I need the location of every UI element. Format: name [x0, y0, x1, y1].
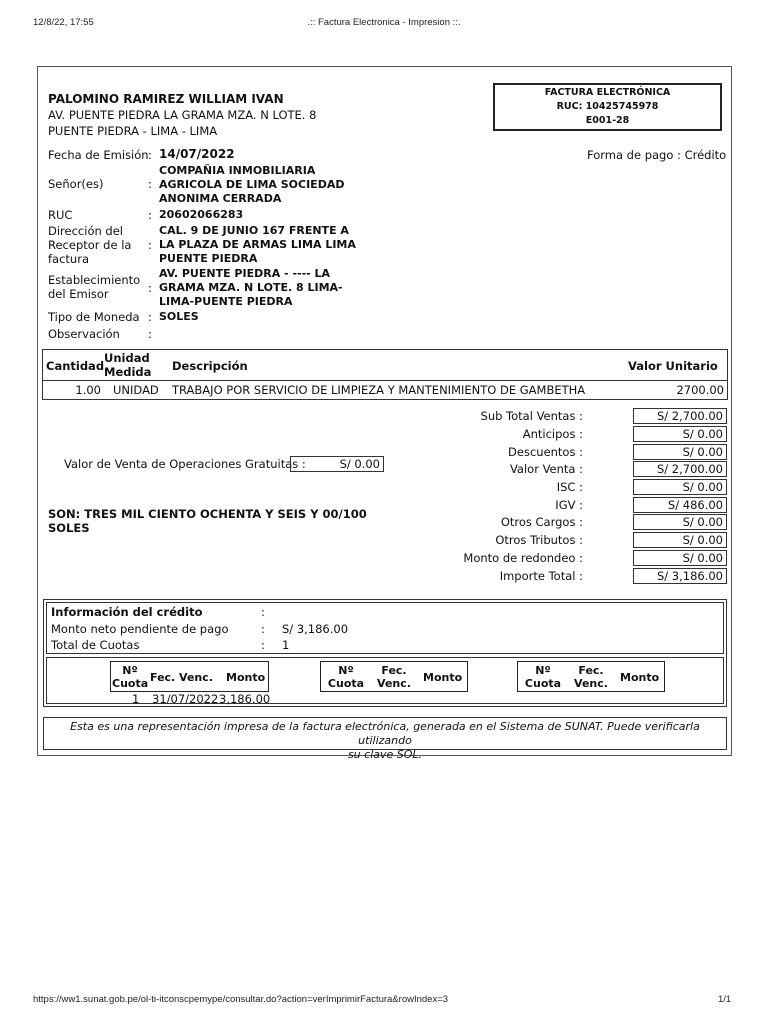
- total-label: Otros Tributos :: [495, 533, 583, 547]
- senor-value: [159, 164, 344, 206]
- amount-words-line: SOLES: [48, 521, 90, 535]
- header-cantidad: Cantidad: [46, 359, 105, 373]
- document-id-box: [493, 83, 722, 131]
- gratuitas-label: Valor de Venta de Operaciones Gratuitas :: [64, 457, 306, 471]
- header-venc-line: Venc.: [574, 677, 608, 690]
- header-no-line: Nº: [535, 664, 551, 677]
- total-label: Descuentos :: [508, 445, 583, 459]
- colon: :: [148, 208, 152, 222]
- total-label: Monto de redondeo :: [463, 551, 583, 565]
- total-label: IGV :: [555, 498, 583, 512]
- senor-label: Señor(es): [48, 177, 104, 191]
- senor-line: AGRICOLA DE LIMA SOCIEDAD: [159, 178, 345, 191]
- senor-line: ANONIMA CERRADA: [159, 192, 282, 205]
- header-fec-venc: [568, 664, 614, 690]
- direccion-line: LA PLAZA DE ARMAS LIMA LIMA: [159, 238, 356, 251]
- header-unidad-medida: [104, 351, 151, 379]
- credit-title: Información del crédito: [51, 605, 203, 619]
- header-no-cuota: [112, 664, 148, 690]
- header-medida-line: Medida: [104, 365, 152, 379]
- total-value: S/ 0.00: [633, 444, 727, 460]
- document-number: E001-28: [585, 115, 630, 126]
- header-no-cuota: [322, 664, 370, 690]
- header-no-line: Nº: [122, 664, 138, 677]
- establecimiento-line: GRAMA MZA. N LOTE. 8 LIMA-: [159, 281, 343, 294]
- footer-note-line: su clave SOL.: [347, 748, 423, 761]
- row-descripcion: TRABAJO POR SERVICIO DE LIMPIEZA Y MANTENIMIENTO DE GAMBETHA: [172, 383, 586, 397]
- total-label: Sub Total Ventas :: [480, 409, 583, 423]
- colon: :: [261, 622, 265, 636]
- installment-fecha: 31/07/2022: [152, 692, 219, 706]
- establecimiento-label-line: del Emisor: [48, 287, 109, 301]
- colon: :: [148, 238, 152, 252]
- installment-no: 1: [132, 692, 140, 706]
- establecimiento-label-line: Establecimiento: [48, 273, 141, 287]
- header-fec-venc: [371, 664, 417, 690]
- print-page-number: 1/1: [718, 994, 732, 1005]
- total-value: S/ 2,700.00: [633, 408, 727, 424]
- total-value: S/ 486.00: [633, 497, 727, 513]
- header-unidad-line: Unidad: [104, 351, 150, 365]
- header-fec-line: Fec.: [381, 664, 407, 677]
- total-label: Otros Cargos :: [500, 515, 583, 529]
- document-ruc: RUC: 10425745978: [556, 101, 659, 112]
- issuer-address-line1: AV. PUENTE PIEDRA LA GRAMA MZA. N LOTE. 8: [48, 108, 317, 122]
- colon: :: [261, 605, 265, 619]
- header-venc-line: Venc.: [377, 677, 411, 690]
- credit-monto-label: Monto neto pendiente de pago: [51, 622, 229, 636]
- header-fec-line: Fec.: [578, 664, 604, 677]
- direccion-label-line: Receptor de la: [48, 238, 132, 252]
- direccion-value: [159, 224, 356, 266]
- credit-summary-box: [46, 602, 724, 654]
- establecimiento-value: [159, 267, 343, 309]
- colon: :: [148, 148, 152, 162]
- direccion-line: PUENTE PIEDRA: [159, 252, 258, 265]
- total-value: S/ 0.00: [633, 479, 727, 495]
- document-type: FACTURA ELECTRÓNICA: [544, 87, 671, 98]
- items-table: [42, 349, 728, 400]
- colon: :: [148, 281, 152, 295]
- establecimiento-line: LIMA-PUENTE PIEDRA: [159, 295, 293, 308]
- row-valor-unitario: 2700.00: [676, 383, 724, 397]
- amount-in-words: [48, 507, 367, 535]
- credit-monto-value: S/ 3,186.00: [282, 622, 349, 636]
- print-datetime: 12/8/22, 17:55: [33, 17, 94, 28]
- total-label: Importe Total :: [499, 569, 583, 583]
- total-value: S/ 0.00: [633, 426, 727, 442]
- header-monto: Monto: [423, 671, 463, 684]
- senor-line: COMPAÑIA INMOBILIARIA: [159, 164, 316, 177]
- total-label: Anticipos :: [522, 427, 583, 441]
- colon: :: [261, 638, 265, 652]
- direccion-label-line: factura: [48, 252, 89, 266]
- header-descripcion: Descripción: [172, 359, 248, 373]
- footer-note-line: Esta es una representación impresa de la factura electrónica, generada en el Sistema de SUNAT. Puede verificarla utilizando: [70, 720, 700, 747]
- invoice-frame: [37, 66, 732, 761]
- issuer-name: PALOMINO RAMIREZ WILLIAM IVAN: [48, 92, 284, 106]
- ruc-value: 20602066283: [159, 208, 244, 221]
- amount-words-line: SON: TRES MIL CIENTO OCHENTA Y SEIS Y 00/100: [48, 507, 367, 521]
- direccion-line: CAL. 9 DE JUNIO 167 FRENTE A: [159, 224, 349, 237]
- total-value: S/ 0.00: [633, 550, 727, 566]
- forma-pago-value: Crédito: [684, 148, 727, 162]
- observacion-label: Observación: [48, 327, 120, 341]
- credit-cuotas-label: Total de Cuotas: [51, 638, 140, 652]
- forma-pago-label: Forma de pago :: [587, 148, 681, 162]
- forma-pago: [587, 148, 726, 162]
- header-valor-unitario: Valor Unitario: [628, 359, 718, 373]
- issuer-address-line2: PUENTE PIEDRA - LIMA - LIMA: [48, 124, 218, 138]
- sunat-footer-note: [43, 717, 727, 761]
- moneda-value: SOLES: [159, 310, 199, 323]
- row-cantidad: 1.00: [75, 383, 101, 397]
- total-value: S/ 2,700.00: [633, 461, 727, 477]
- header-monto: Monto: [620, 671, 660, 684]
- credit-section: [43, 599, 727, 707]
- installment-header-1: [110, 661, 269, 692]
- row-unidad: UNIDAD: [113, 383, 159, 397]
- header-no-line: Nº: [338, 664, 354, 677]
- moneda-label: Tipo de Moneda: [48, 310, 140, 324]
- credit-installments-box: [46, 657, 724, 704]
- total-value: S/ 0.00: [633, 514, 727, 530]
- installment-header-2: [320, 661, 468, 692]
- establecimiento-line: AV. PUENTE PIEDRA - ---- LA: [159, 267, 331, 280]
- direccion-label-line: Dirección del: [48, 224, 123, 238]
- ruc-label: RUC: [48, 208, 73, 222]
- total-label: ISC :: [556, 480, 583, 494]
- print-title: .:: Factura Electronica - Impresion ::.: [307, 17, 461, 28]
- establecimiento-label: [48, 273, 140, 301]
- header-cuota-line: Cuota: [327, 677, 365, 690]
- installment-monto: 3,186.00: [219, 692, 271, 706]
- colon: :: [148, 327, 152, 341]
- print-url[interactable]: https://ww1.sunat.gob.pe/ol-ti-itconscpemype/consultar.do?action=verImprimirFactura&rowIndex=3: [33, 994, 449, 1005]
- total-value: S/ 3,186.00: [633, 568, 727, 584]
- credit-cuotas-value: 1: [282, 638, 290, 652]
- installment-header-3: [517, 661, 665, 692]
- total-value: S/ 0.00: [633, 532, 727, 548]
- header-cuota-line: Cuota: [524, 677, 562, 690]
- fecha-emision-value: 14/07/2022: [159, 147, 235, 161]
- total-label: Valor Venta :: [509, 462, 583, 476]
- direccion-label: [48, 224, 131, 266]
- colon: :: [148, 177, 152, 191]
- gratuitas-value: S/ 0.00: [290, 456, 384, 472]
- header-fec-venc: Fec. Venc.: [150, 671, 213, 684]
- header-monto: Monto: [226, 671, 266, 684]
- header-cuota-line: Cuota: [112, 677, 149, 690]
- colon: :: [148, 310, 152, 324]
- fecha-emision-label: Fecha de Emisión: [48, 148, 149, 162]
- header-divider: [43, 380, 727, 381]
- header-no-cuota: [519, 664, 567, 690]
